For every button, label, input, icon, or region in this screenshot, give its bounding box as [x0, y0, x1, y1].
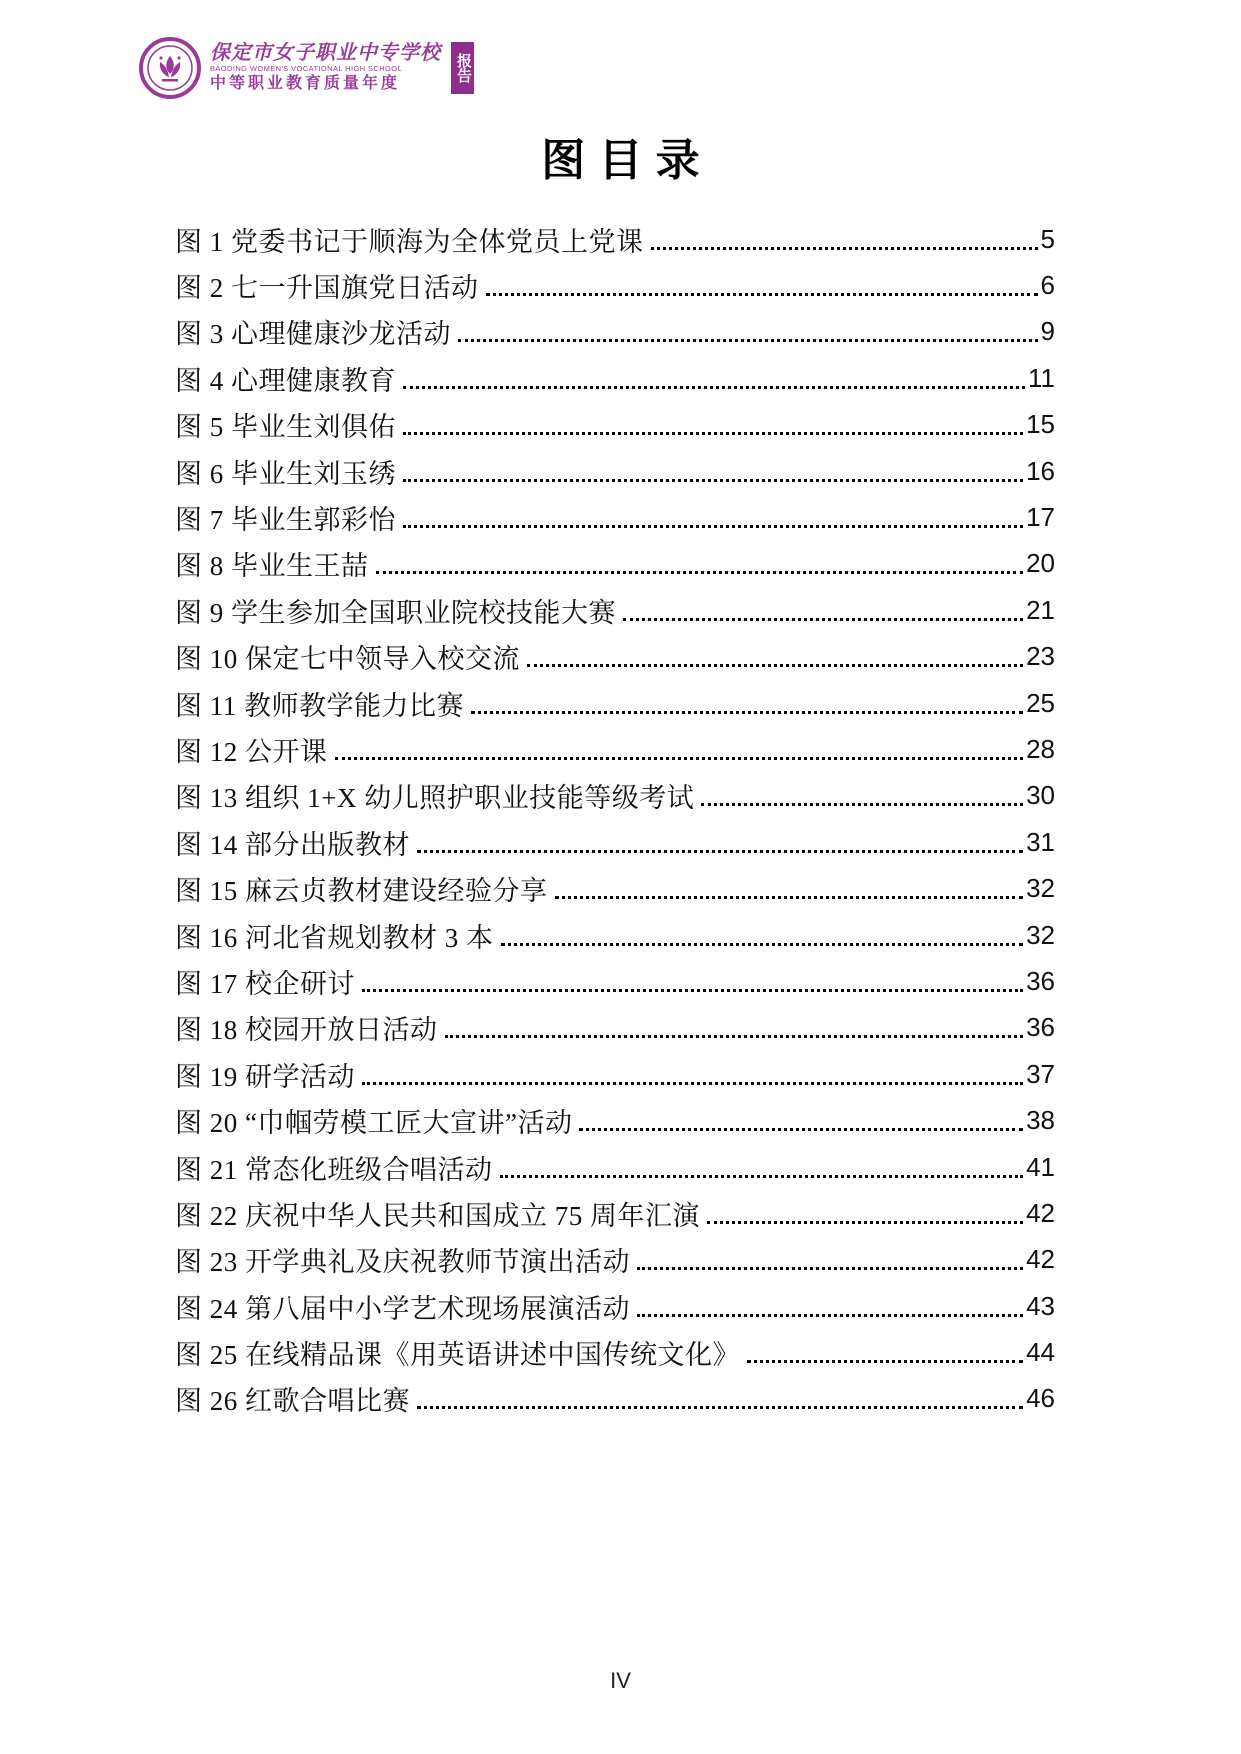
- school-name-zh: 保定市女子职业中专学校: [210, 42, 441, 64]
- toc-entry-label: 图 13 组织 1+X 幼儿照护职业技能等级考试: [175, 783, 695, 814]
- toc-entry[interactable]: [175, 958, 1055, 1004]
- toc-entry[interactable]: [175, 1005, 1055, 1051]
- toc-entry-page: 41: [1026, 1151, 1055, 1182]
- toc-dot-leader: [701, 803, 1023, 806]
- page-number: IV: [610, 1668, 631, 1693]
- toc-dot-leader: [362, 1082, 1023, 1085]
- toc-entry[interactable]: [175, 1144, 1055, 1190]
- report-header: [138, 34, 474, 102]
- toc-entry-page: 38: [1026, 1105, 1055, 1136]
- toc-entry[interactable]: [175, 355, 1055, 401]
- toc-dot-leader: [403, 479, 1023, 482]
- toc-entry-page: 21: [1026, 594, 1055, 625]
- school-seal-icon: [138, 36, 202, 100]
- toc-dot-leader: [500, 1175, 1024, 1178]
- toc-entry-label: 图 6 毕业生刘玉绣: [175, 458, 396, 489]
- toc-dot-leader: [579, 1128, 1023, 1131]
- toc-entry-label: 图 18 校园开放日活动: [175, 1015, 438, 1046]
- toc-entry-page: 36: [1026, 965, 1055, 996]
- toc-entry-label: 图 24 第八届中小学艺术现场展演活动: [175, 1293, 630, 1324]
- toc-entry-label: 图 8 毕业生王喆: [175, 551, 369, 582]
- toc-entry-page: 5: [1040, 223, 1055, 254]
- toc-dot-leader: [747, 1360, 1023, 1363]
- report-badge: 报告: [451, 42, 474, 94]
- toc-entry-page: 46: [1026, 1383, 1055, 1414]
- toc-dot-leader: [471, 711, 1023, 714]
- toc-entry[interactable]: [175, 819, 1055, 865]
- toc-entry[interactable]: [175, 448, 1055, 494]
- school-name-en: BAODING WOMEN'S VOCATIONAL HIGH SCHOOL: [210, 64, 403, 73]
- toc-entry-page: 30: [1026, 780, 1055, 811]
- report-series: 中等职业教育质量年度: [210, 75, 401, 92]
- toc-entry-page: 23: [1026, 641, 1055, 672]
- toc-entry-label: 图 26 红歌合唱比赛: [175, 1386, 410, 1417]
- toc-entry-page: 43: [1026, 1290, 1055, 1321]
- toc-entry-page: 42: [1026, 1197, 1055, 1228]
- toc-entry[interactable]: [175, 912, 1055, 958]
- toc-entry[interactable]: [175, 1329, 1055, 1375]
- toc-entry-page: 44: [1026, 1337, 1055, 1368]
- toc-entry-label: 图 17 校企研讨: [175, 968, 355, 999]
- page-footer: [0, 1668, 1241, 1694]
- page-title: 图目录: [541, 136, 713, 185]
- toc-entry-label: 图 1 党委书记于顺海为全体党员上党课: [175, 226, 644, 257]
- toc-entry[interactable]: [175, 1051, 1055, 1097]
- toc-dot-leader: [417, 1406, 1023, 1409]
- toc-dot-leader: [445, 1035, 1024, 1038]
- toc-dot-leader: [637, 1314, 1023, 1317]
- toc-entry-label: 图 22 庆祝中华人民共和国成立 75 周年汇演: [175, 1200, 700, 1231]
- toc-entry[interactable]: [175, 1283, 1055, 1329]
- toc-dot-leader: [335, 757, 1024, 760]
- toc-entry-page: 9: [1040, 316, 1055, 347]
- toc-entry-label: 图 3 心理健康沙龙活动: [175, 319, 451, 350]
- toc-entry-page: 37: [1026, 1058, 1055, 1089]
- brand-text: [210, 42, 441, 94]
- toc-entry[interactable]: [175, 494, 1055, 540]
- figure-toc: [0, 216, 1241, 1422]
- toc-entry-page: 25: [1026, 687, 1055, 718]
- toc-entry-page: 16: [1026, 455, 1055, 486]
- toc-dot-leader: [403, 432, 1023, 435]
- toc-entry-label: 图 5 毕业生刘俱佑: [175, 412, 396, 443]
- toc-entry-page: 32: [1026, 873, 1055, 904]
- toc-dot-leader: [527, 664, 1023, 667]
- toc-entry-label: 图 25 在线精品课《用英语讲述中国传统文化》: [175, 1340, 740, 1371]
- toc-dot-leader: [555, 896, 1024, 899]
- toc-entry-page: 28: [1026, 733, 1055, 764]
- toc-dot-leader: [403, 525, 1023, 528]
- toc-entry-label: 图 23 开学典礼及庆祝教师节演出活动: [175, 1247, 630, 1278]
- toc-entry[interactable]: [175, 402, 1055, 448]
- toc-entry[interactable]: [175, 1237, 1055, 1283]
- toc-dot-leader: [417, 850, 1023, 853]
- toc-entry[interactable]: [175, 541, 1055, 587]
- toc-entry-page: 15: [1026, 409, 1055, 440]
- toc-entry-label: 图 19 研学活动: [175, 1061, 355, 1092]
- toc-entry[interactable]: [175, 1190, 1055, 1236]
- toc-entry-page: 6: [1040, 270, 1055, 301]
- toc-entry-label: 图 14 部分出版教材: [175, 829, 410, 860]
- toc-entry-label: 图 4 心理健康教育: [175, 365, 396, 396]
- toc-entry[interactable]: [175, 726, 1055, 772]
- toc-dot-leader: [637, 1267, 1023, 1270]
- toc-entry-label: 图 12 公开课: [175, 736, 328, 767]
- toc-dot-leader: [623, 618, 1023, 621]
- toc-entry-label: 图 20 “巾帼劳模工匠大宣讲”活动: [175, 1108, 573, 1139]
- toc-entry-page: 17: [1026, 502, 1055, 533]
- toc-entry-page: 36: [1026, 1012, 1055, 1043]
- toc-dot-leader: [403, 386, 1025, 389]
- toc-dot-leader: [458, 339, 1038, 342]
- toc-list: [175, 216, 1055, 1422]
- toc-entry[interactable]: [175, 262, 1055, 308]
- toc-entry-label: 图 16 河北省规划教材 3 本: [175, 922, 494, 953]
- toc-entry[interactable]: [175, 1097, 1055, 1143]
- toc-dot-leader: [486, 293, 1038, 296]
- toc-entry-label: 图 11 教师教学能力比赛: [175, 690, 464, 721]
- toc-dot-leader: [376, 571, 1024, 574]
- toc-entry-page: 11: [1028, 362, 1055, 393]
- toc-entry[interactable]: [175, 587, 1055, 633]
- toc-entry-label: 图 9 学生参加全国职业院校技能大赛: [175, 597, 616, 628]
- toc-dot-leader: [707, 1221, 1023, 1224]
- toc-dot-leader: [362, 989, 1023, 992]
- toc-entry[interactable]: [175, 865, 1055, 911]
- toc-entry-page: 32: [1026, 919, 1055, 950]
- toc-entry[interactable]: [175, 1376, 1055, 1422]
- toc-entry-label: 图 10 保定七中领导入校交流: [175, 644, 520, 675]
- toc-entry-page: 42: [1026, 1244, 1055, 1275]
- toc-dot-leader: [501, 943, 1024, 946]
- toc-entry-label: 图 15 麻云贞教材建设经验分享: [175, 876, 548, 907]
- toc-entry-page: 20: [1026, 548, 1055, 579]
- toc-entry-page: 31: [1026, 826, 1055, 857]
- toc-dot-leader: [651, 247, 1038, 250]
- toc-entry[interactable]: [175, 773, 1055, 819]
- toc-entry-label: 图 21 常态化班级合唱活动: [175, 1154, 493, 1185]
- toc-entry[interactable]: [175, 634, 1055, 680]
- toc-entry[interactable]: [175, 680, 1055, 726]
- toc-entry[interactable]: [175, 309, 1055, 355]
- toc-entry[interactable]: [175, 216, 1055, 262]
- toc-entry-label: 图 2 七一升国旗党日活动: [175, 273, 479, 304]
- toc-entry-label: 图 7 毕业生郭彩怡: [175, 505, 396, 536]
